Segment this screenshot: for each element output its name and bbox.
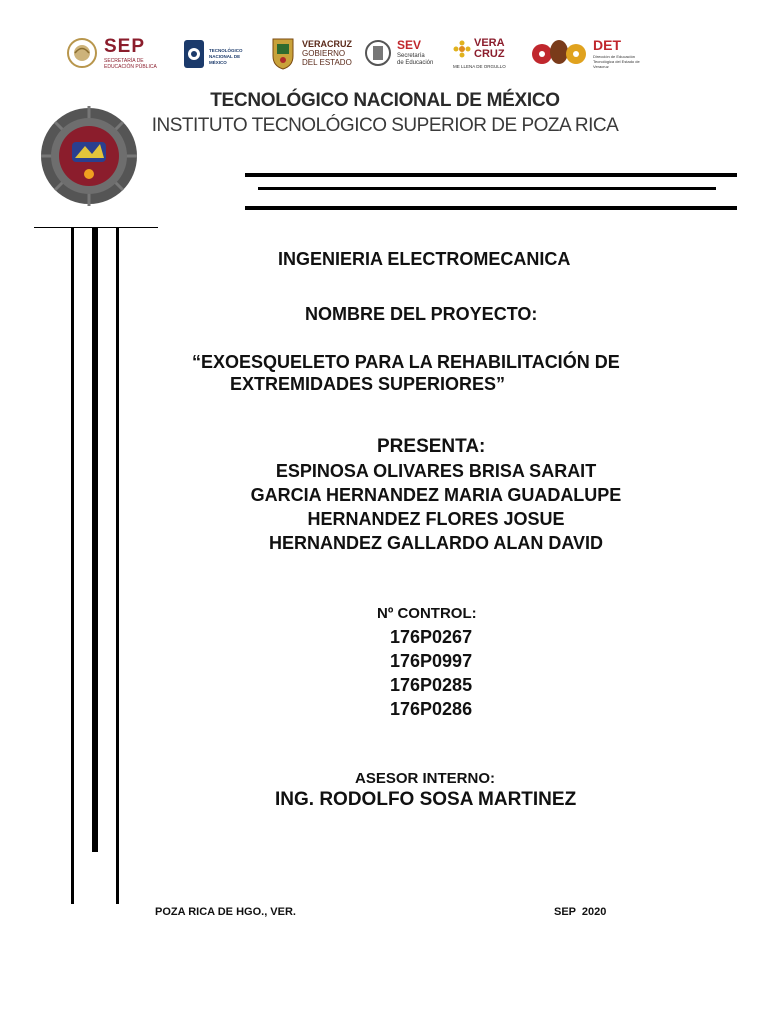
- det-subtitle: Dirección de Educación Tecnológica del Estado de Veracruz: [593, 54, 640, 69]
- control-number: 176P0997: [390, 651, 473, 671]
- veracruz-sub1: GOBIERNO: [302, 49, 346, 58]
- sep-name: SEP: [104, 36, 146, 57]
- tecnm-logo: [182, 36, 258, 72]
- footer-date: SEP 2020: [554, 906, 607, 918]
- itspr-seal-icon: [40, 102, 138, 210]
- logo-strip: [60, 34, 660, 74]
- det-logo: [530, 36, 654, 72]
- institution-title: TECNOLÓGICO NACIONAL DE MÉXICO: [210, 90, 560, 111]
- veracruz-brand-line1: VERA: [474, 37, 505, 49]
- side-bar-left: [71, 228, 74, 904]
- sep-logo: [66, 36, 166, 72]
- student-name: GARCIA HERNANDEZ MARIA GUADALUPE: [250, 485, 622, 505]
- mexico-coat-of-arms-icon: [66, 36, 98, 70]
- control-label: Nº CONTROL:: [377, 605, 477, 622]
- veracruz-sub2: DEL ESTADO: [302, 58, 352, 67]
- sev-logo: [365, 36, 441, 72]
- veracruz-brand-logo: [453, 36, 523, 72]
- veracruz-brand-tag: ME LLENA DE ORGULLO: [453, 64, 506, 69]
- student-name: HERNANDEZ FLORES JOSUE: [307, 509, 565, 529]
- veracruz-name: VERACRUZ: [302, 39, 353, 49]
- institution-subtitle: INSTITUTO TECNOLÓGICO SUPERIOR DE POZA RICA: [151, 115, 619, 136]
- header-rule-top: [245, 173, 737, 177]
- control-number: 176P0285: [390, 675, 473, 695]
- sev-name: SEV: [397, 38, 422, 52]
- tecnm-subtitle: TECNOLÓGICO NACIONAL DE MÉXICO: [209, 48, 243, 65]
- advisor-label: ASESOR INTERNO:: [355, 770, 496, 787]
- advisor-name: ING. RODOLFO SOSA MARTINEZ: [275, 789, 577, 810]
- det-mask-icon: [530, 38, 588, 68]
- side-bar-right: [116, 228, 119, 904]
- sev-sub2: de Educación: [397, 60, 434, 66]
- student-name: ESPINOSA OLIVARES BRISA SARAIT: [275, 461, 597, 481]
- sep-subtitle: SECRETARÍA DE EDUCACIÓN PÚBLICA: [104, 58, 157, 70]
- header-rule-middle: [258, 187, 716, 190]
- footer-place: POZA RICA DE HGO., VER.: [155, 906, 296, 918]
- sev-sub1: Secretaría: [397, 53, 425, 59]
- presenta-label: PRESENTA:: [377, 436, 486, 457]
- header-rule-bottom: [245, 206, 737, 210]
- tecnm-gear-icon: [182, 38, 206, 70]
- career-title: INGENIERIA ELECTROMECANICA: [278, 249, 571, 269]
- control-number: 176P0267: [390, 627, 473, 647]
- det-name: DET: [593, 37, 621, 53]
- project-label: NOMBRE DEL PROYECTO:: [305, 304, 538, 324]
- sev-emblem-icon: [365, 37, 391, 69]
- student-name: HERNANDEZ GALLARDO ALAN DAVID: [269, 533, 603, 553]
- veracruz-flower-icon: [453, 40, 471, 58]
- veracruz-brand-line2: CRUZ: [474, 48, 505, 60]
- veracruz-government-logo: [270, 36, 356, 72]
- project-title-line1: “EXOESQUELETO PARA LA REHABILITACIÓN DE: [192, 352, 620, 372]
- project-title-line2: EXTREMIDADES SUPERIORES”: [230, 374, 506, 394]
- control-number: 176P0286: [390, 699, 473, 719]
- veracruz-shield-icon: [270, 36, 296, 70]
